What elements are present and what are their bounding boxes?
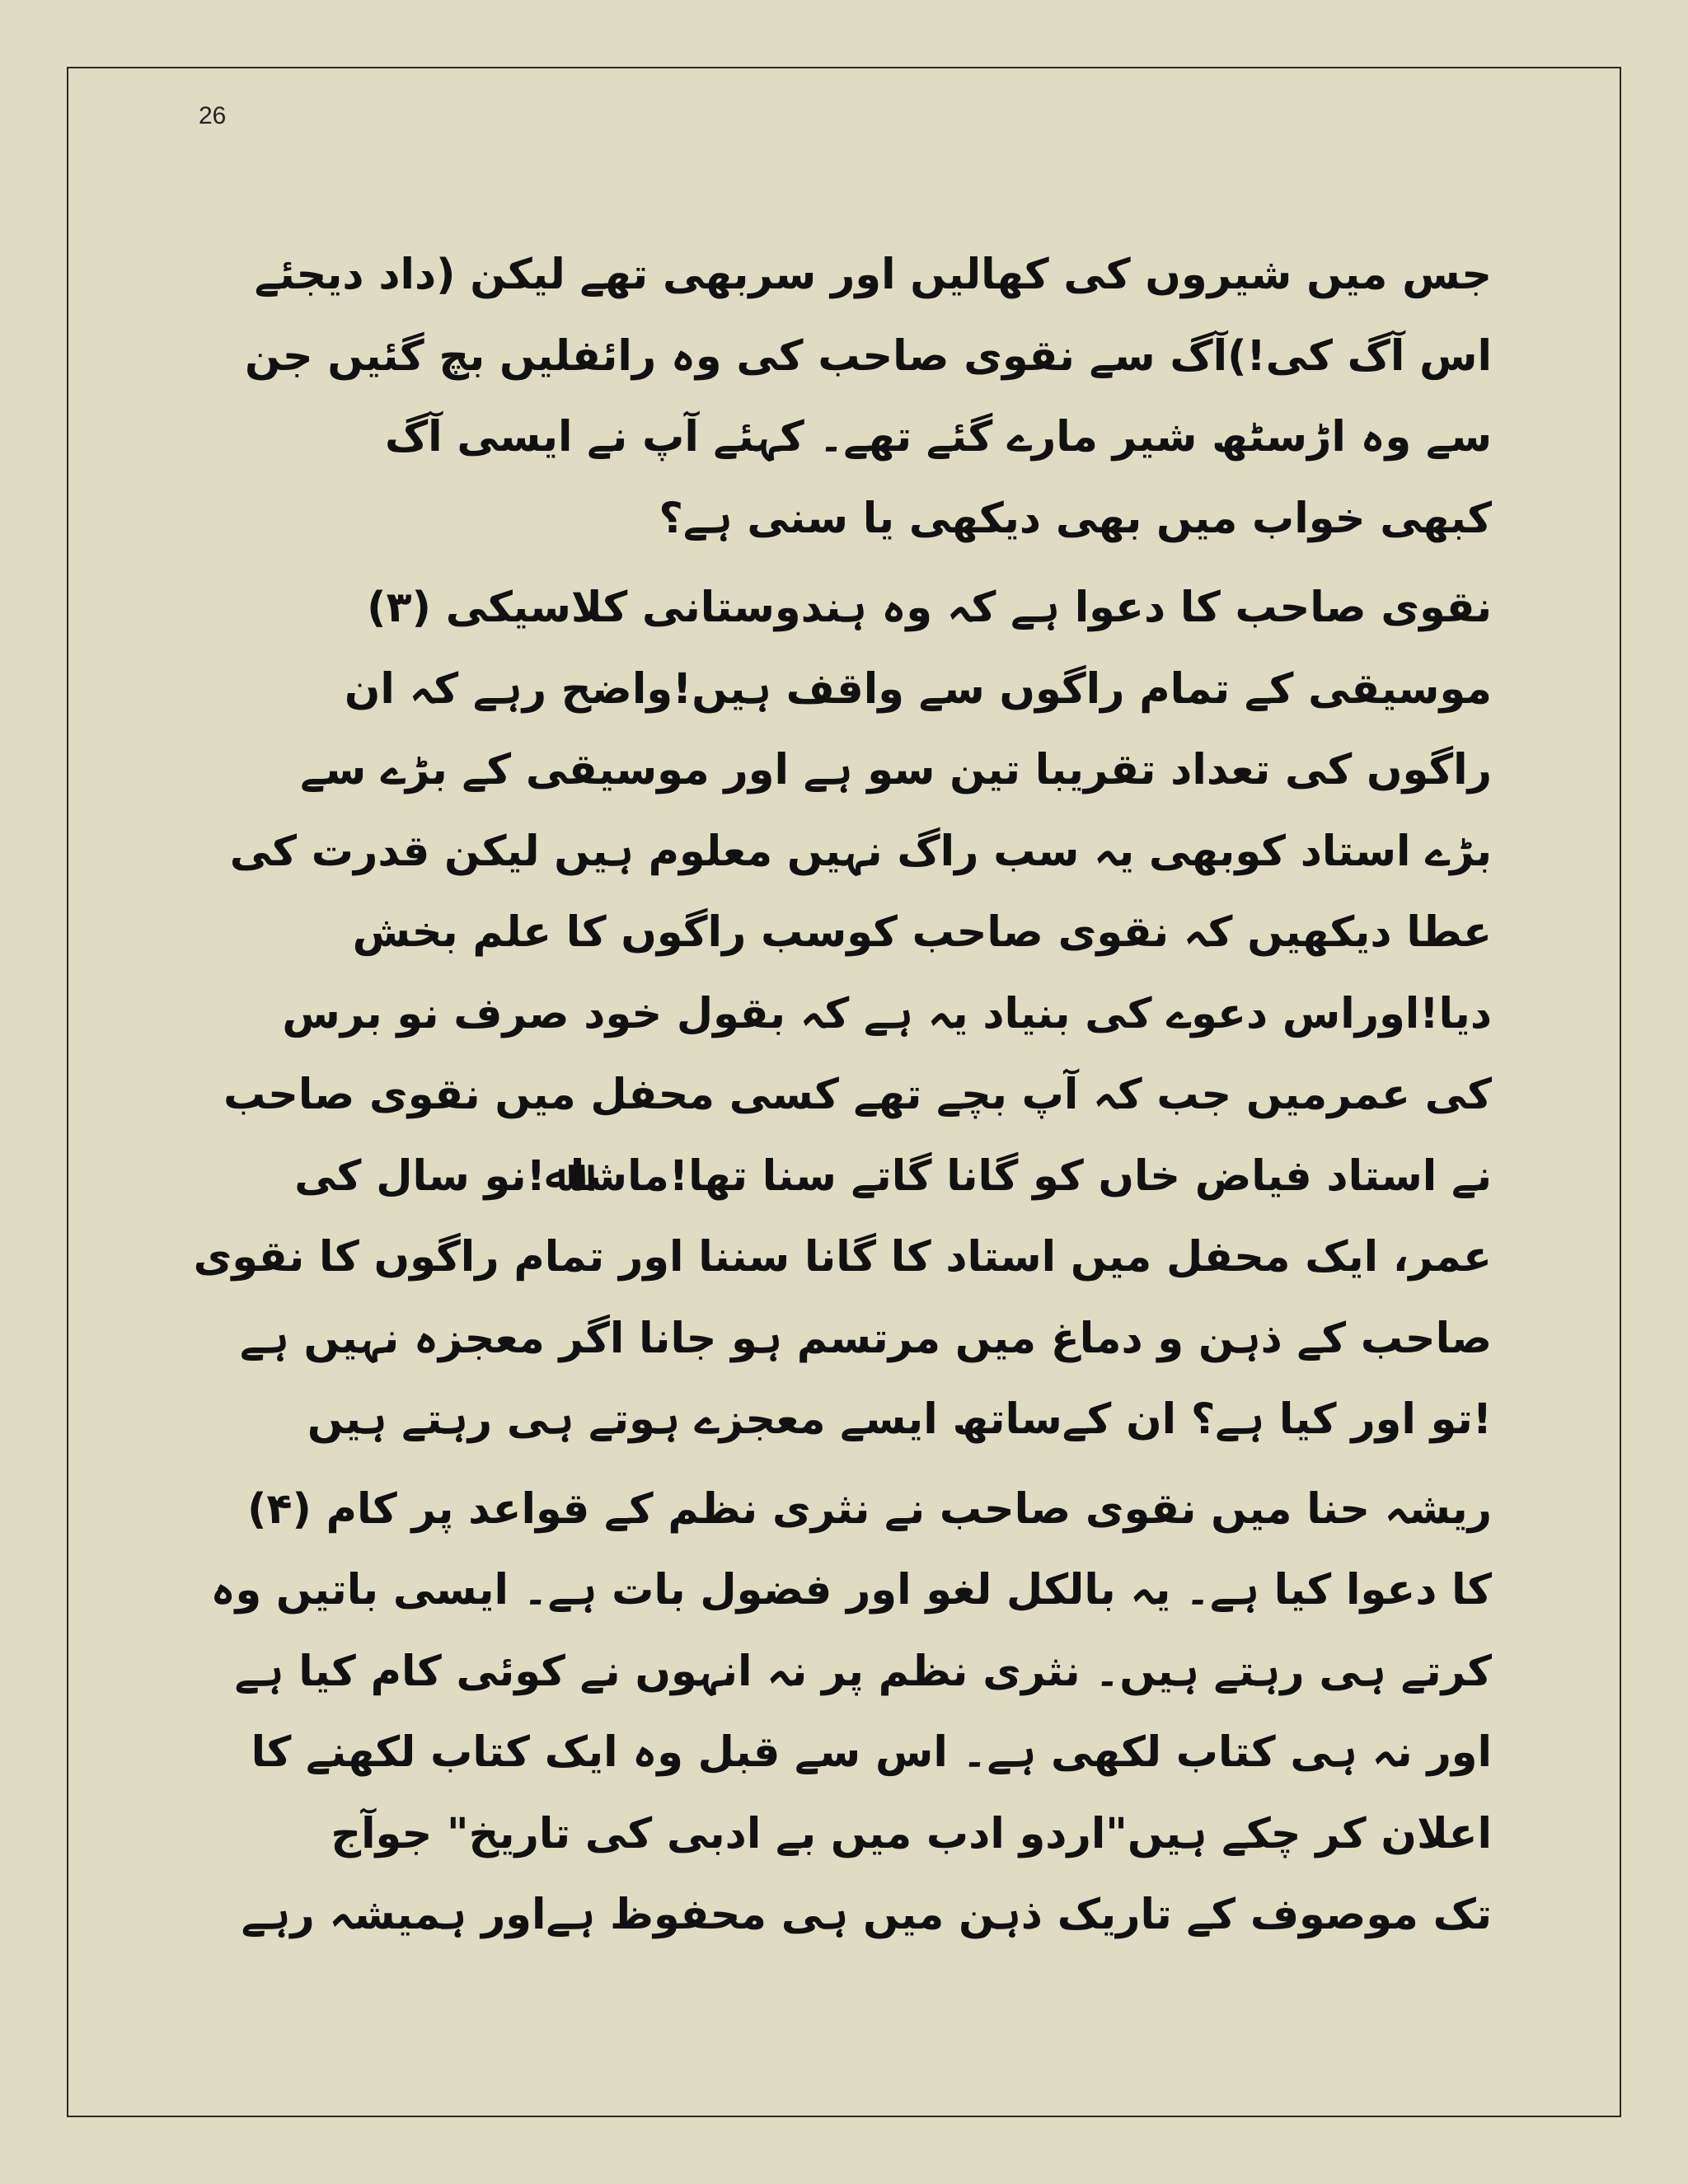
text-line: جس میں شیروں کی کھالیں اور سربھی تھے لیکن (داد دیجئے <box>254 251 1492 299</box>
text-line: بڑے استاد کوبھی یہ سب راگ نہیں معلوم ہیں لیکن قدرت کی <box>229 827 1492 876</box>
text-line: اس آگ کی!)آگ سے نقوی صاحب کی وہ رائفلیں بچ گئیں جن <box>245 331 1492 381</box>
text-line: صاحب کے ذہن و دماغ میں مرتسم ہو جانا اگر معجزہ نہیں ہے <box>240 1314 1492 1363</box>
body-text <box>190 235 1492 1957</box>
text-line: کی عمرمیں جب کہ آپ بچے تھے کسی محفل میں نقوی صاحب <box>223 1071 1492 1119</box>
paragraph-1 <box>190 235 1492 560</box>
text-line: راگوں کی تعداد تقریبا تین سو ہے اور موسیقی کے بڑے سے <box>300 746 1492 794</box>
paragraph-spacer <box>190 560 1492 568</box>
text-line: کبھی خواب میں بھی دیکھی یا سنی ہے؟ <box>659 494 1492 543</box>
paragraph-2 <box>190 568 1492 1461</box>
text-line: موسیقی کے تمام راگوں سے واقف ہیں!واضح رہے کہ ان <box>344 664 1492 714</box>
text-line: عمر، ایک محفل میں استاد کا گانا سننا اور تمام راگوں کا نقوی <box>193 1233 1492 1282</box>
text-line: نقوی صاحب کا دعوا ہے کہ وہ ہندوستانی کلاسیکی (۳) <box>367 583 1492 632</box>
text-line: نے استاد فیاض خاں کو گانا گاتے سنا تھا!ماشاﷲ!نو سال کی <box>294 1151 1492 1201</box>
text-line: کا دعوا کیا ہے۔ یہ بالکل لغو اور فضول بات ہے۔ ایسی باتیں وہ <box>210 1566 1492 1615</box>
page-number: 26 <box>199 102 227 129</box>
text-line: اعلان کر چکے ہیں"اردو ادب میں بے ادبی کی تاریخ" جوآج <box>331 1809 1492 1858</box>
text-line: عطا دیکھیں کہ نقوی صاحب کوسب راگوں کا علم بخش <box>352 908 1492 957</box>
text-line: ریشہ حنا میں نقوی صاحب نے نثری نظم کے قواعد پر کام (۴) <box>247 1484 1492 1534</box>
text-line: سے وہ اڑسٹھ شیر مارے گئے تھے۔ کہئے آپ نے ایسی آگ <box>384 413 1492 462</box>
text-line: دیا!اوراس دعوے کی بنیاد یہ ہے کہ بقول خود صرف نو برس <box>282 989 1492 1038</box>
paragraph-spacer <box>190 1461 1492 1469</box>
text-line: اور نہ ہی کتاب لکھی ہے۔ اس سے قبل وہ ایک کتاب لکھنے کا <box>251 1728 1492 1777</box>
text-line: تک موصوف کے تاریک ذہن میں ہی محفوظ ہےاور ہمیشہ رہے <box>241 1891 1492 1939</box>
text-line: !تو اور کیا ہے؟ ان کےساتھ ایسے معجزے ہوتے ہی رہتے ہیں <box>307 1395 1492 1444</box>
text-line: کرتے ہی رہتے ہیں۔ نثری نظم پر نہ انہوں نے کوئی کام کیا ہے <box>234 1647 1492 1696</box>
paragraph-3 <box>190 1469 1492 1957</box>
